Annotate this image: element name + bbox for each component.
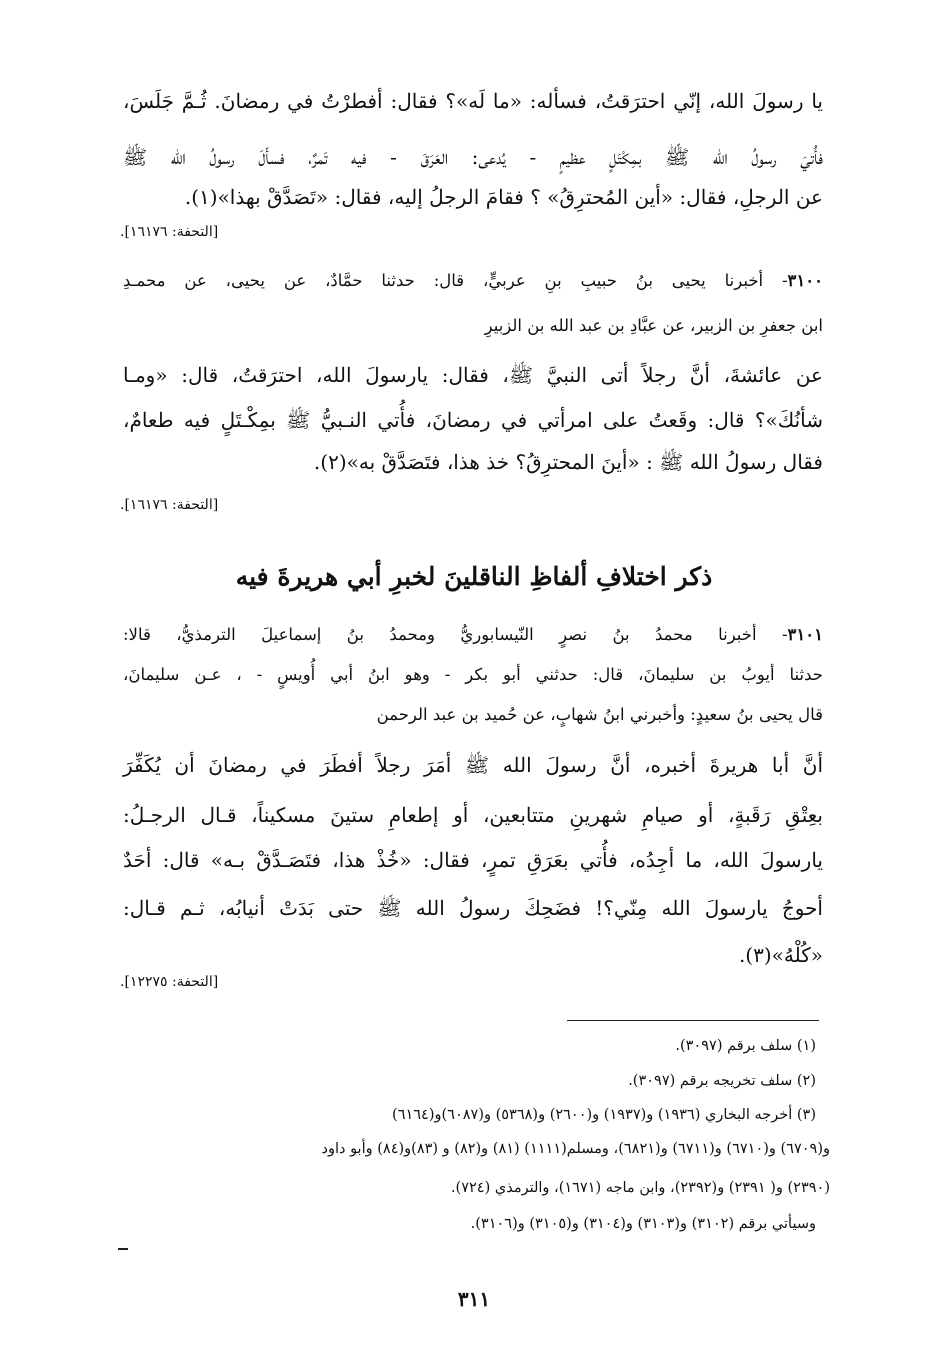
tuhfa-reference: [التحفة: ١٦١٧٦]. — [120, 224, 219, 240]
text-line: عن الرجلِ، فقال: «أين المُحترِقُ» ؟ فقامَ الرجلُ إليه، فقال: «تَصَدَّقْ بهذا»(١). — [184, 185, 823, 209]
isnad-line — [123, 268, 823, 294]
text-line: شأنُكَ»؟ قال: وقَعتُ على امرأتي في رمضانَ، فأُتي النـبيُّ ﷺ بمِكْـتَلٍ فيه طعامٌ، — [123, 408, 823, 432]
footnote: (٢) سلف تخريجه برقم (٣٠٩٧). — [628, 1073, 816, 1089]
text-line: أنَّ أبا هريرةَ أخبره، أنَّ رسولَ الله ﷺ أمَرَ رجلاً أفطَرَ في رمضانَ أن يُكَفِّرَ — [123, 753, 823, 777]
footnote: (١) سلف برقم (٣٠٩٧). — [675, 1038, 816, 1054]
text-line: يا رسولَ الله، إنّي احترَقتُ، فسأله: «ما لَه»؟ فقال: أفطرْتُ في رمضانَ. ثُـمَّ جَلَسَ، — [123, 89, 823, 113]
tuhfa-reference: [التحفة: ١٢٢٧٥]. — [120, 974, 219, 990]
section-heading: ذكر اختلافِ ألفاظِ الناقلينَ لخبرِ أبي هريرةَ فيه — [235, 562, 713, 591]
footnote: (٢٣٩٠) و( ٢٣٩١) و(٢٣٩٢)، وابن ماجه (١٦٧١)، والترمذي (٧٢٤). — [450, 1180, 830, 1196]
isnad-line: ابن جعفرِ بن الزبير، عن عبَّادِ بن عبد الله بن الزبيرِ — [484, 316, 823, 335]
text-line: يارسولَ الله، ما أجِدُه، فأُتي بعَرَقِ تمرٍ، فقال: «خُذْ هذا، فتَصَـدَّقْ بـه» قال: أحَدٌ — [123, 848, 823, 872]
isnad-line: قال يحيى بنُ سعيدٍ: وأخبرني ابنُ شهابٍ، عن حُميد بن عبد الرحمن — [376, 705, 823, 724]
footnote: (٣) أخرجه البخاري (١٩٣٦) و(١٩٣٧) و(٢٦٠٠) و(٥٣٦٨) و(٦٠٨٧)و(٦١٦٤) — [392, 1107, 816, 1123]
footnote: وسيأتي برقم (٣١٠٢) و(٣١٠٣) و(٣١٠٤) و(٣١٠٥) و(٣١٠٦). — [470, 1216, 816, 1232]
text-line: فأُتيَ رسولُ الله ﷺ بمِكْتَلٍ عظيمٍ - يُدعى: العَرَقَ - فيه تَمرٌ، فسأَلَ رسولُ الله ﷺ — [123, 145, 823, 169]
hadith-number: ٣١٠٠ — [787, 271, 823, 290]
isnad-text: - أخبرنا محمدُ بنُ نصرٍ النّيسابوريُّ ومحمدُ بنُ إسماعيلَ الترمذيُّ، قالا: — [123, 625, 788, 644]
isnad-text: - أخبرنا يحيى بنُ حبيبِ بنِ عربيٍّ، قال: حدثنا حمَّادٌ، عن يحيى، عن محمـدِ — [123, 271, 788, 290]
text-line: أحوجُ يارسولَ الله مِنّي؟! فضَحِكَ رسولُ الله ﷺ حتى بَدَتْ أنيابُه، ثـم قـال: — [123, 896, 823, 920]
isnad-line: حدثنا أيوبُ بن سليمانَ، قال: حدثني أبو بكر - وهو ابنُ أبي أُويسٍ - ، عـن سليمانَ، — [123, 665, 823, 684]
text-line: فقال رسولُ الله ﷺ : «أينَ المحترِقُ؟ خذ هذا، فتَصَدَّقْ به»(٢). — [313, 450, 823, 474]
footnote-separator — [567, 1020, 819, 1021]
text-line: عن عائشةَ، أنَّ رجلاً أتى النبيَّ ﷺ، فقال: يارسولَ الله، احترَقتُ، قال: «ومـا — [123, 363, 823, 387]
text-line: بعِتْقِ رَقَبةٍ، أو صيامِ شهرينِ متتابعين، أو إطعامِ ستينَ مسكيناً، قـال الرجـلُ: — [123, 803, 823, 827]
dash-mark — [118, 1248, 128, 1250]
hadith-number: ٣١٠١ — [787, 625, 823, 644]
tuhfa-reference: [التحفة: ١٦١٧٦]. — [120, 497, 219, 513]
page-number: ٣١١ — [457, 1287, 491, 1311]
footnote: و(٦٧٠٩) و(٦٧١٠) و(٦٧١١) و(٦٨٢١)، ومسلم(١١١١) (٨١) و(٨٢) و (٨٣)و(٨٤) وأبو داود — [321, 1141, 830, 1157]
text-line: «كُلْهُ»(٣). — [738, 943, 823, 967]
isnad-line — [123, 622, 823, 648]
